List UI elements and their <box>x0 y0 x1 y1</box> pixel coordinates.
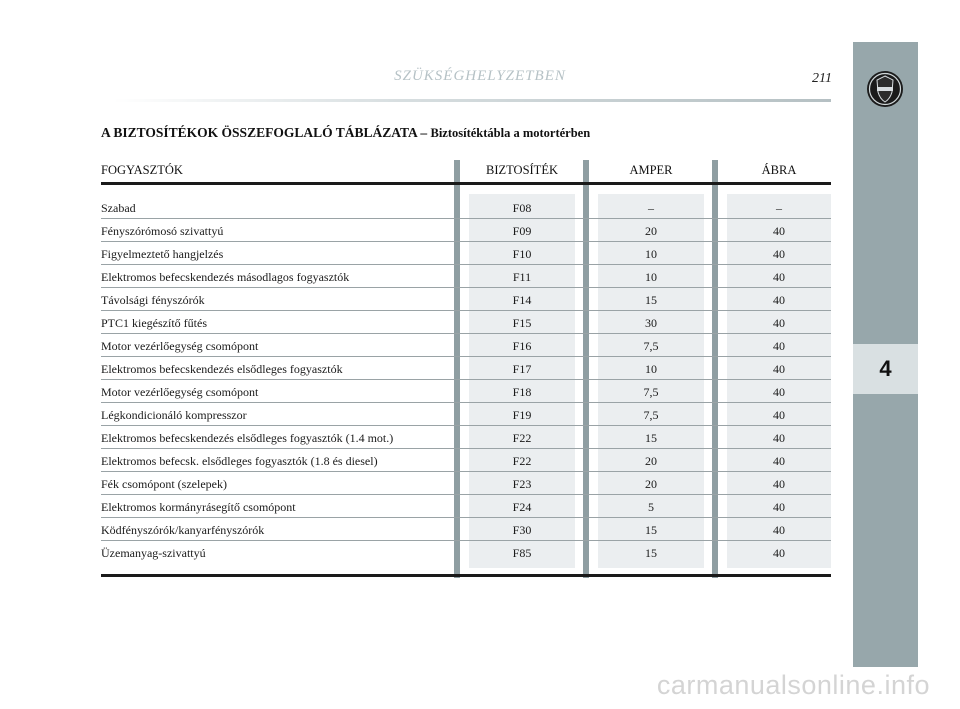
consumer-name: Figyelmeztető hangjelzés <box>101 247 224 261</box>
header-rule <box>113 99 831 102</box>
amp-value: – <box>648 201 654 215</box>
consumer-name: Elektromos kormányrásegítő csomópont <box>101 500 296 514</box>
table-row <box>101 288 831 311</box>
figure-ref: 40 <box>773 523 785 537</box>
lancia-logo-icon <box>866 70 904 108</box>
figure-ref: 40 <box>773 385 785 399</box>
table-row <box>101 541 831 564</box>
table-header-rule <box>101 182 831 185</box>
fuse-id: F85 <box>512 546 532 560</box>
consumer-name: Szabad <box>101 201 136 215</box>
fuse-id: F19 <box>512 408 532 422</box>
table-row <box>101 518 831 541</box>
figure-ref: – <box>776 201 782 215</box>
figure-ref: 40 <box>773 224 785 238</box>
amp-value: 20 <box>645 454 657 468</box>
header-amp: AMPER <box>629 163 673 177</box>
figure-ref: 40 <box>773 408 785 422</box>
amp-value: 15 <box>645 546 657 560</box>
fuse-id: F14 <box>512 293 532 307</box>
fuse-id: F24 <box>512 500 532 514</box>
table-bottom-rule <box>101 574 831 577</box>
fuse-id: F09 <box>512 224 532 238</box>
figure-ref: 40 <box>773 247 785 261</box>
fuse-id: F15 <box>512 316 532 330</box>
fuse-id: F10 <box>512 247 532 261</box>
amp-value: 10 <box>645 270 657 284</box>
consumer-name: Légkondicionáló kompresszor <box>101 408 247 422</box>
consumer-name: Fék csomópont (szelepek) <box>101 477 227 491</box>
fuse-id: F11 <box>512 270 532 284</box>
amp-value: 10 <box>645 362 657 376</box>
section-title <box>101 125 831 141</box>
watermark: carmanualsonline.info <box>656 670 930 700</box>
amp-value: 20 <box>645 477 657 491</box>
consumer-name: Üzemanyag-szivattyú <box>101 546 206 560</box>
fuse-id: F16 <box>512 339 532 353</box>
amp-value: 7,5 <box>643 408 659 422</box>
table-row <box>101 242 831 265</box>
table-row <box>101 219 831 242</box>
consumer-name: Elektromos befecskendezés másodlagos fogyasztók <box>101 270 350 284</box>
table-row <box>101 426 831 449</box>
figure-ref: 40 <box>773 431 785 445</box>
chapter-tab[interactable]: 4 <box>853 344 918 394</box>
header-figure: ÁBRA <box>761 163 797 177</box>
amp-value: 5 <box>648 500 654 514</box>
fuse-id: F30 <box>512 523 532 537</box>
amp-value: 20 <box>645 224 657 238</box>
amp-value: 7,5 <box>643 339 659 353</box>
fuse-id: F23 <box>512 477 532 491</box>
amp-value: 30 <box>645 316 657 330</box>
figure-ref: 40 <box>773 293 785 307</box>
table-row <box>101 403 831 426</box>
fuse-id: F17 <box>512 362 532 376</box>
figure-ref: 40 <box>773 270 785 284</box>
consumer-name: Távolsági fényszórók <box>101 293 205 307</box>
fuse-id: F18 <box>512 385 532 399</box>
fuse-id: F22 <box>512 454 532 468</box>
amp-value: 15 <box>645 523 657 537</box>
figure-ref: 40 <box>773 339 785 353</box>
figure-ref: 40 <box>773 454 785 468</box>
figure-ref: 40 <box>773 316 785 330</box>
table-row <box>101 472 831 495</box>
header-consumers: FOGYASZTÓK <box>101 163 183 177</box>
consumer-name: Elektromos befecsk. elsődleges fogyasztók (1.8 és diesel) <box>101 454 378 468</box>
section-title-sub: Biztosítéktábla a motortérben <box>430 126 591 140</box>
amp-value: 15 <box>645 431 657 445</box>
fuse-id: F22 <box>512 431 532 445</box>
running-header: SZÜKSÉGHELYZETBEN <box>394 68 566 84</box>
table-row <box>101 449 831 472</box>
consumer-name: Ködfényszórók/kanyarfényszórók <box>101 523 265 537</box>
consumer-name: Elektromos befecskendezés elsődleges fogyasztók (1.4 mot.) <box>101 431 394 445</box>
section-title-main: A BIZTOSÍTÉKOK ÖSSZEFOGLALÓ TÁBLÁZATA – <box>101 125 431 140</box>
consumer-name: Fényszórómosó szivattyú <box>101 224 224 238</box>
figure-ref: 40 <box>773 362 785 376</box>
table-row <box>101 265 831 288</box>
consumer-name: Motor vezérlőegység csomópont <box>101 385 259 399</box>
table-row <box>101 196 831 219</box>
consumer-name: Elektromos befecskendezés elsődleges fogyasztók <box>101 362 343 376</box>
table-row <box>101 380 831 403</box>
table-row <box>101 495 831 518</box>
consumer-name: Motor vezérlőegység csomópont <box>101 339 259 353</box>
header-fuse: BIZTOSÍTÉK <box>486 163 558 177</box>
table-row <box>101 357 831 380</box>
amp-value: 7,5 <box>643 385 659 399</box>
page-number: 211 <box>812 71 832 86</box>
table-row <box>101 334 831 357</box>
amp-value: 10 <box>645 247 657 261</box>
consumer-name: PTC1 kiegészítő fűtés <box>101 316 207 330</box>
figure-ref: 40 <box>773 477 785 491</box>
figure-ref: 40 <box>773 500 785 514</box>
figure-ref: 40 <box>773 546 785 560</box>
table-row <box>101 311 831 334</box>
fuse-id: F08 <box>512 201 532 215</box>
amp-value: 15 <box>645 293 657 307</box>
